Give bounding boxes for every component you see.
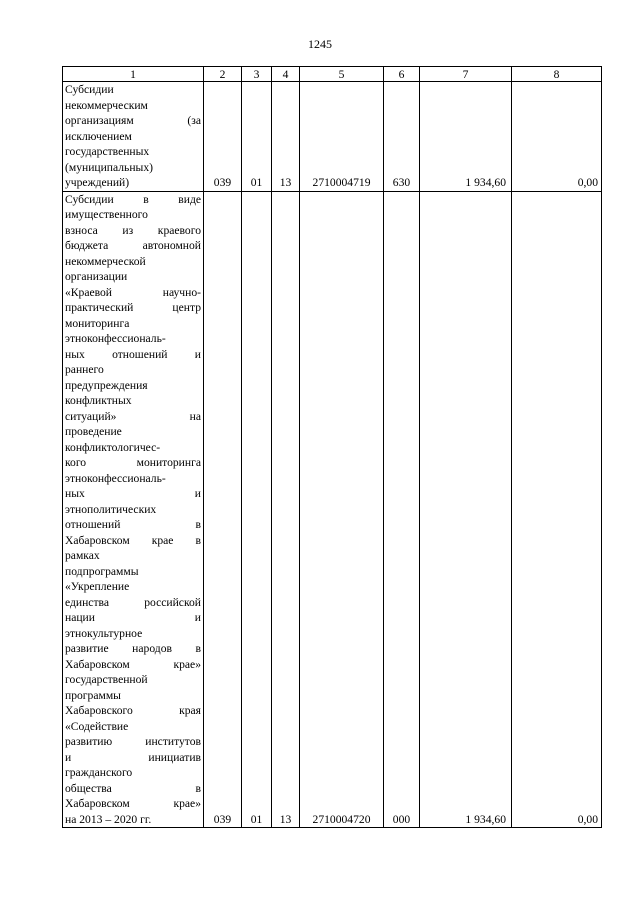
name-line: программы: [65, 688, 121, 702]
subsection-code-cell: 13: [272, 82, 300, 192]
name-line: на 2013 – 2020 гг.: [65, 812, 152, 826]
name-line: учреждений): [65, 176, 130, 189]
name-line: «Содействие: [65, 719, 129, 733]
name-line: раннего: [65, 363, 104, 376]
name-line: конфликтологичес-: [65, 440, 161, 454]
name-line: организациям (за: [65, 114, 201, 127]
column-header: 2: [204, 67, 242, 82]
name-line: Субсидии в виде: [65, 192, 201, 206]
amount-cell: 1 934,60: [420, 82, 512, 192]
subsection-code-cell: 13: [272, 191, 300, 828]
name-line: некоммерческим: [65, 98, 148, 112]
name-line: развитию институтов: [65, 735, 201, 748]
name-line: мониторинга: [65, 316, 130, 330]
name-line: подпрограммы: [65, 564, 139, 578]
column-header: 8: [512, 67, 602, 82]
chapter-code-cell: 039: [204, 82, 242, 192]
name-line: Субсидии: [65, 83, 114, 96]
name-line: общества в: [65, 781, 201, 795]
table-row: [63, 191, 602, 828]
name-line: кого мониторинга: [65, 456, 201, 469]
chapter-code-cell: 039: [204, 191, 242, 828]
budget-table: [62, 66, 602, 828]
name-line: государственной: [65, 673, 148, 686]
expense-type-cell: 000: [384, 191, 420, 828]
name-line: некоммерческой: [65, 254, 146, 268]
name-line: рамках: [65, 549, 100, 562]
table-header-row: [63, 67, 602, 82]
page-number: 1245: [308, 37, 332, 51]
name-line: бюджета автономной: [65, 239, 201, 252]
name-line: этноконфессиональ-: [65, 471, 166, 485]
name-line: Хабаровском крае»: [65, 657, 201, 671]
name-line: развитие народов в: [65, 642, 201, 655]
name-line: этноконфессиональ-: [65, 332, 166, 345]
column-header: 5: [300, 67, 384, 82]
name-line: проведение: [65, 425, 122, 438]
name-line: практический центр: [65, 301, 201, 314]
name-line: взноса из краевого: [65, 223, 201, 237]
name-line: исключением: [65, 129, 132, 143]
name-line: предупреждения: [65, 378, 148, 392]
name-line: Хабаровском крае»: [65, 797, 201, 810]
column-header: 3: [242, 67, 272, 82]
target-article-cell: 2710004719: [300, 82, 384, 192]
name-line: этнополитических: [65, 502, 157, 516]
name-line: единства российской: [65, 595, 201, 609]
column-header: 6: [384, 67, 420, 82]
name-line: Хабаровского края: [65, 704, 201, 717]
name-line: ситуаций» на: [65, 409, 201, 423]
name-line: нации и: [65, 611, 201, 624]
name-line: организации: [65, 270, 128, 283]
name-line: «Краевой научно-: [65, 285, 201, 299]
name-line: Хабаровском крае в: [65, 533, 201, 547]
amount-cell: 0,00: [512, 82, 602, 192]
amount-cell: 0,00: [512, 191, 602, 828]
name-line: государственных: [65, 145, 150, 158]
name-line: имущественного: [65, 208, 148, 221]
row-name-cell: [63, 191, 204, 828]
column-header: 4: [272, 67, 300, 82]
name-line: «Укрепление: [65, 580, 130, 593]
name-line: этнокультурное: [65, 626, 143, 640]
name-line: и инициатив: [65, 750, 201, 764]
name-line: ных и: [65, 487, 201, 500]
column-header: 1: [63, 67, 204, 82]
target-article-cell: 2710004720: [300, 191, 384, 828]
section-code-cell: 01: [242, 82, 272, 192]
name-line: ных отношений и: [65, 347, 201, 361]
name-line: конфликтных: [65, 394, 132, 407]
name-line: гражданского: [65, 766, 133, 779]
section-code-cell: 01: [242, 191, 272, 828]
row-name-cell: [63, 82, 204, 192]
table-row: [63, 82, 602, 192]
expense-type-cell: 630: [384, 82, 420, 192]
column-header: 7: [420, 67, 512, 82]
amount-cell: 1 934,60: [420, 191, 512, 828]
name-line: отношений в: [65, 518, 201, 531]
name-line: (муниципальных): [65, 160, 153, 174]
